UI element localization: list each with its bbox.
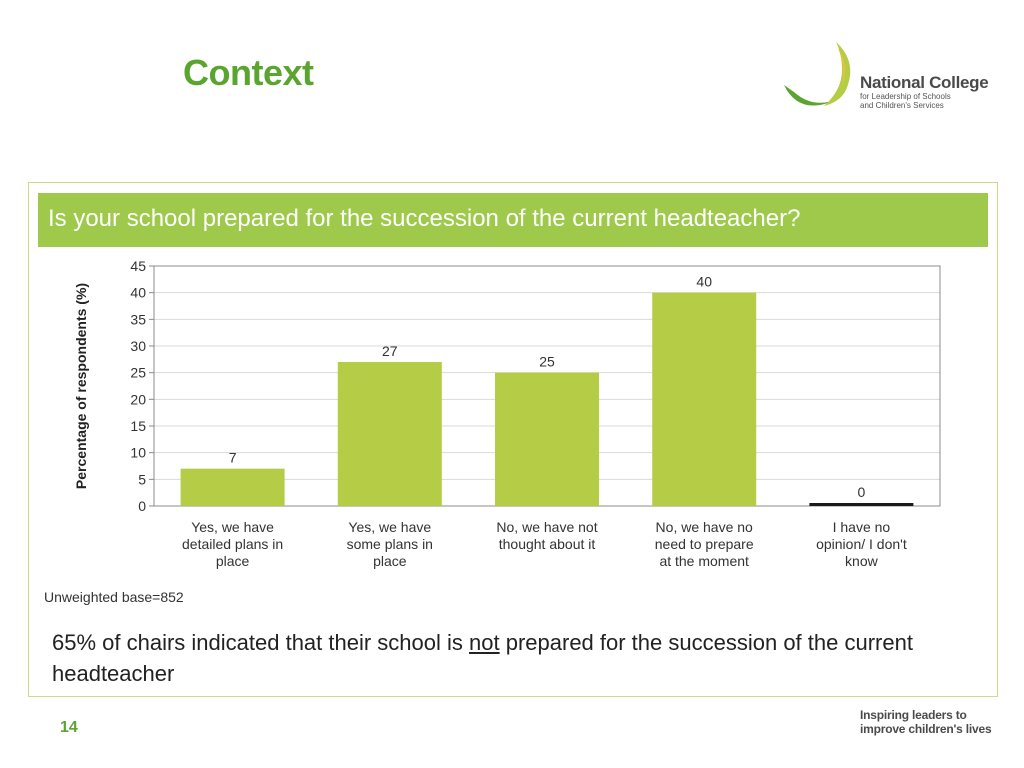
y-tick-label: 15 (130, 418, 146, 434)
bar (652, 293, 756, 506)
data-label: 40 (696, 273, 712, 290)
category-label: opinion/ I don't (816, 536, 907, 552)
category-label: place (215, 553, 250, 569)
question-text: Is your school prepared for the succession of the current headteacher? (48, 205, 801, 232)
data-label: 25 (539, 353, 555, 370)
bar (338, 362, 442, 506)
footer-tagline (860, 708, 991, 736)
bar (495, 373, 599, 506)
category-label: No, we have no (655, 519, 753, 535)
category-label: some plans in (346, 536, 433, 552)
category-label: at the moment (659, 553, 749, 569)
category-label: thought about it (498, 536, 596, 552)
bar-chart (60, 255, 960, 585)
category-label: Yes, we have (191, 519, 274, 535)
y-axis-label: Percentage of respondents (%) (73, 282, 89, 490)
y-tick-label: 25 (130, 364, 146, 381)
category-label: No, we have not (496, 519, 598, 535)
y-tick-label: 45 (130, 258, 146, 274)
conclusion-emphasis: not (469, 630, 500, 655)
logo-subtitle-line1: for Leadership of Schools (860, 92, 951, 101)
category-label: place (373, 553, 407, 569)
y-tick-label: 5 (138, 471, 146, 488)
data-label: 27 (382, 343, 398, 359)
y-tick-label: 10 (130, 444, 146, 461)
conclusion-before: 65% of chairs indicated that their school is (52, 630, 470, 655)
base-note: Unweighted base=852 (44, 589, 184, 605)
y-tick-label: 0 (138, 498, 146, 514)
category-label: I have no (832, 519, 891, 535)
conclusion-after: prepared for the succession of the current headteacher (52, 630, 913, 686)
bar (181, 469, 285, 506)
y-tick-label: 30 (130, 338, 146, 354)
logo-name: National College (860, 73, 989, 92)
data-label: 7 (228, 449, 237, 466)
tagline-line2: improve children's lives (860, 722, 992, 736)
slide-title: Context (183, 52, 314, 93)
conclusion-text (52, 627, 982, 689)
category-label: know (845, 553, 878, 569)
page-number: 14 (60, 719, 78, 736)
category-label: need to prepare (654, 536, 754, 552)
swoosh-logo-icon (780, 40, 860, 115)
data-label: 0 (857, 484, 866, 500)
category-label: detailed plans in (182, 536, 284, 552)
y-tick-label: 20 (130, 391, 146, 408)
national-college-logo (780, 40, 990, 115)
category-label: Yes, we have (348, 519, 432, 535)
y-tick-label: 40 (130, 284, 146, 301)
logo-subtitle-line2: and Children's Services (860, 101, 944, 110)
y-tick-label: 35 (130, 311, 146, 328)
bar (809, 503, 913, 506)
tagline-line1: Inspiring leaders to (860, 708, 967, 722)
question-header (38, 193, 988, 247)
